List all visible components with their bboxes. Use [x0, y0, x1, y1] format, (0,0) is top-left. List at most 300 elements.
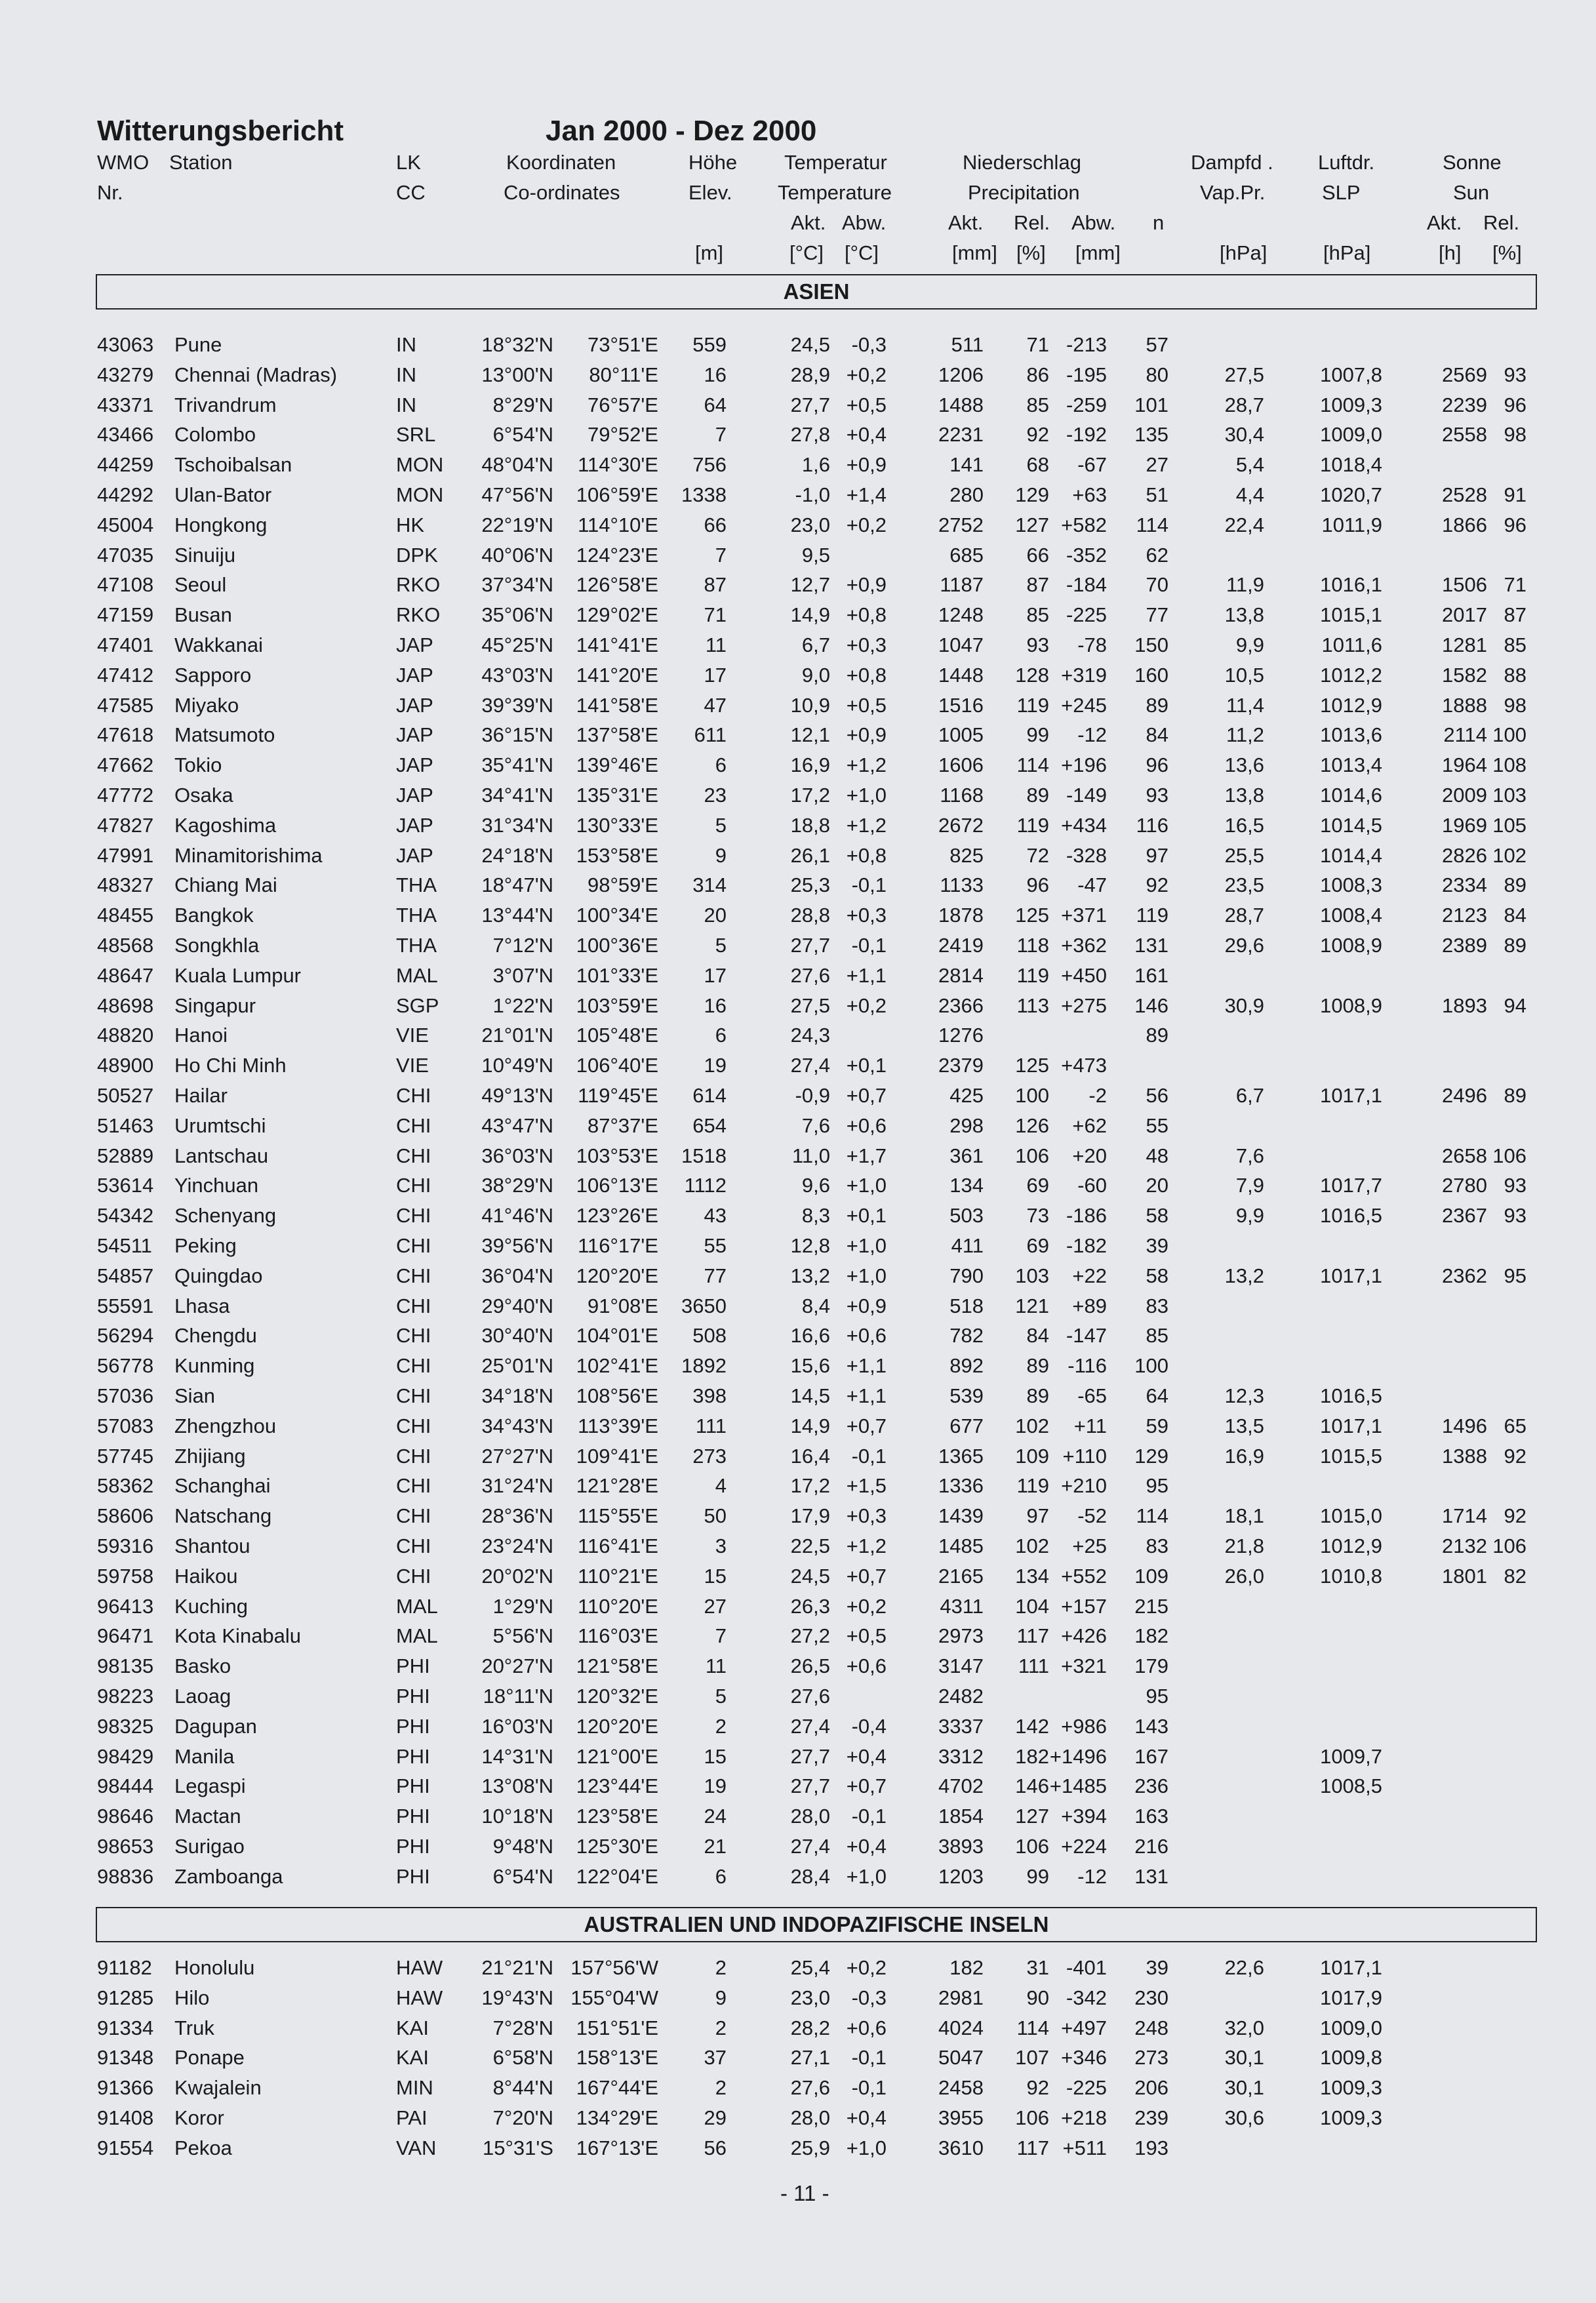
vapour-pressure: 28,7	[1224, 393, 1264, 416]
temp-actual: 28,4	[790, 1864, 830, 1888]
wmo-nr: 98429	[97, 1744, 154, 1768]
temp-deviation: +0,9	[846, 573, 887, 597]
vapour-pressure: 11,2	[1226, 723, 1264, 747]
precip-days: 131	[1134, 934, 1168, 957]
header-niederschlag: Niederschlag	[963, 151, 1081, 174]
wmo-nr: 48327	[97, 873, 154, 897]
wmo-nr: 51463	[97, 1113, 154, 1137]
precip-relative: 182	[1015, 1744, 1049, 1768]
country-code: THA	[396, 873, 437, 897]
header-prec-n: n	[1153, 211, 1165, 234]
precip-relative: 69	[1026, 1174, 1049, 1197]
latitude: 39°39'N	[481, 693, 553, 717]
country-code: RKO	[396, 573, 441, 597]
temp-deviation: +0,4	[846, 2106, 887, 2129]
sea-level-pressure: 1009,0	[1320, 423, 1382, 447]
elevation: 27	[704, 1594, 727, 1618]
temp-actual: 9,6	[801, 1174, 830, 1197]
precip-relative: 71	[1026, 333, 1049, 356]
elevation: 55	[704, 1234, 727, 1257]
precip-deviation: -328	[1066, 843, 1107, 867]
temp-actual: 23,0	[790, 1986, 830, 2009]
precip-days: 193	[1134, 2136, 1168, 2159]
vapour-pressure: 30,1	[1224, 2046, 1264, 2070]
vapour-pressure: 30,4	[1224, 423, 1264, 447]
sunshine-relative: 71	[1504, 573, 1526, 597]
table-row	[0, 1741, 1596, 1770]
sunshine-hours: 2017	[1442, 603, 1487, 627]
station-name: Schanghai	[174, 1474, 271, 1498]
vapour-pressure: 25,5	[1224, 843, 1264, 867]
temp-actual: 11,0	[791, 1144, 830, 1167]
station-name: Yinchuan	[174, 1174, 259, 1197]
table-row	[0, 1982, 1596, 2011]
precip-days: 84	[1146, 723, 1168, 747]
temp-deviation: +0,2	[846, 993, 887, 1017]
country-code: JAP	[396, 843, 433, 867]
longitude: 123°26'E	[576, 1204, 658, 1228]
precip-relative: 89	[1026, 1384, 1049, 1407]
elevation: 24	[704, 1805, 727, 1828]
precip-days: 146	[1134, 993, 1168, 1017]
longitude: 116°03'E	[578, 1624, 658, 1648]
precip-actual: 1488	[938, 393, 984, 416]
temp-deviation: +1,7	[846, 1144, 887, 1167]
sea-level-pressure: 1011,9	[1321, 513, 1382, 536]
elevation: 20	[704, 904, 727, 927]
country-code: MAL	[396, 963, 438, 987]
country-code: IN	[396, 393, 416, 416]
sea-level-pressure: 1017,9	[1320, 1986, 1382, 2009]
precip-actual: 3610	[938, 2136, 984, 2159]
latitude: 22°19'N	[481, 513, 553, 536]
latitude: 37°34'N	[481, 573, 553, 597]
table-row	[0, 719, 1596, 748]
temp-deviation: +1,2	[846, 1534, 887, 1557]
station-name: Busan	[174, 603, 232, 627]
longitude: 109°41'E	[576, 1444, 658, 1468]
temp-deviation: +0,8	[846, 663, 887, 687]
precip-actual: 141	[949, 453, 984, 477]
country-code: HAW	[396, 1986, 443, 2009]
country-code: VIE	[396, 1024, 429, 1047]
precip-deviation: +473	[1061, 1054, 1107, 1077]
temp-actual: 26,5	[790, 1654, 830, 1678]
elevation: 611	[694, 723, 727, 747]
sunshine-hours: 2826	[1442, 843, 1487, 867]
wmo-nr: 57083	[97, 1414, 154, 1437]
precip-actual: 2981	[938, 1986, 984, 2009]
station-name: Hilo	[174, 1986, 210, 2009]
temp-deviation: +0,4	[846, 423, 887, 447]
temp-actual: 15,6	[790, 1354, 830, 1378]
wmo-nr: 47585	[97, 693, 154, 717]
longitude: 125°30'E	[576, 1835, 658, 1858]
country-code: CHI	[396, 1444, 431, 1468]
wmo-nr: 98325	[97, 1714, 154, 1738]
latitude: 49°13'N	[481, 1084, 553, 1107]
elevation: 9	[715, 843, 727, 867]
wmo-nr: 96413	[97, 1594, 154, 1618]
sunshine-relative: 82	[1504, 1564, 1526, 1588]
longitude: 106°13'E	[576, 1174, 658, 1197]
latitude: 30°40'N	[481, 1324, 553, 1348]
sunshine-relative: 93	[1504, 363, 1526, 386]
precip-relative: 142	[1015, 1714, 1049, 1738]
precip-days: 57	[1146, 333, 1168, 356]
country-code: MON	[396, 483, 444, 506]
temp-deviation: +0,8	[846, 603, 887, 627]
temp-deviation: +0,3	[846, 1504, 887, 1528]
precip-deviation: -259	[1066, 393, 1107, 416]
temp-actual: 7,6	[801, 1113, 830, 1137]
precip-relative: 127	[1015, 513, 1049, 536]
temp-deviation: +1,0	[846, 2136, 887, 2159]
precip-relative: 99	[1026, 723, 1049, 747]
precip-days: 39	[1146, 1956, 1168, 1979]
precip-relative: 125	[1015, 904, 1049, 927]
header-temp-akt: Akt.	[791, 211, 826, 234]
precip-actual: 2752	[938, 513, 984, 536]
country-code: IN	[396, 333, 416, 356]
longitude: 105°48'E	[576, 1024, 658, 1047]
wmo-nr: 48647	[97, 963, 154, 987]
precip-days: 89	[1146, 1024, 1168, 1047]
wmo-nr: 91366	[97, 2076, 154, 2100]
table-row	[0, 1110, 1596, 1139]
precip-relative: 89	[1026, 1354, 1049, 1378]
temp-deviation: +0,6	[846, 2016, 887, 2039]
elevation: 23	[704, 784, 727, 807]
latitude: 39°56'N	[481, 1234, 553, 1257]
precip-relative: 106	[1015, 1144, 1049, 1167]
precip-deviation: -60	[1077, 1174, 1107, 1197]
temp-actual: 27,4	[790, 1714, 830, 1738]
elevation: 11	[705, 1654, 727, 1678]
header-slp-unit: [hPa]	[1323, 241, 1371, 264]
precip-relative: 72	[1026, 843, 1049, 867]
table-row	[0, 2042, 1596, 2071]
elevation: 7	[715, 543, 727, 567]
latitude: 28°36'N	[481, 1504, 553, 1528]
vapour-pressure: 7,6	[1235, 1144, 1264, 1167]
sunshine-hours: 2367	[1442, 1204, 1487, 1228]
temp-actual: 17,2	[790, 784, 830, 807]
precip-days: 230	[1134, 1986, 1168, 2009]
vapour-pressure: 9,9	[1235, 633, 1264, 656]
temp-actual: 14,9	[790, 603, 830, 627]
vapour-pressure: 6,7	[1235, 1084, 1264, 1107]
vapour-pressure: 22,4	[1224, 513, 1264, 536]
latitude: 21°01'N	[481, 1024, 553, 1047]
precip-deviation: +319	[1061, 663, 1107, 687]
precip-actual: 3893	[938, 1835, 984, 1858]
precip-relative: 117	[1016, 1624, 1049, 1648]
country-code: PAI	[396, 2106, 428, 2129]
table-row	[0, 960, 1596, 989]
sunshine-relative: 108	[1492, 753, 1526, 777]
latitude: 16°03'N	[481, 1714, 553, 1738]
precip-deviation: +63	[1072, 483, 1107, 506]
temp-actual: 9,5	[801, 543, 830, 567]
wmo-nr: 48820	[97, 1024, 154, 1047]
temp-actual: 27,6	[790, 2076, 830, 2100]
header-prec-abw: Abw.	[1071, 211, 1116, 234]
longitude: 141°58'E	[576, 693, 658, 717]
elevation: 1892	[681, 1354, 727, 1378]
precip-actual: 298	[949, 1113, 984, 1137]
country-code: CHI	[396, 1174, 431, 1197]
country-code: CHI	[396, 1144, 431, 1167]
precip-deviation: +511	[1062, 2136, 1107, 2159]
elevation: 19	[704, 1054, 727, 1077]
wmo-nr: 91408	[97, 2106, 154, 2129]
precip-days: 58	[1146, 1264, 1168, 1287]
section-title-asien: ASIEN	[96, 274, 1537, 310]
wmo-nr: 47662	[97, 753, 154, 777]
vapour-pressure: 9,9	[1235, 1204, 1264, 1228]
precip-deviation: -2	[1088, 1084, 1107, 1107]
temp-deviation: -0,1	[851, 2046, 887, 2070]
longitude: 123°44'E	[576, 1774, 658, 1798]
temp-deviation: +0,2	[846, 1594, 887, 1618]
temp-actual: 17,9	[790, 1504, 830, 1528]
precip-days: 119	[1136, 904, 1168, 927]
sea-level-pressure: 1015,5	[1320, 1444, 1382, 1468]
country-code: CHI	[396, 1113, 431, 1137]
wmo-nr: 43466	[97, 423, 154, 447]
precip-relative: 90	[1026, 1986, 1049, 2009]
temp-actual: 8,4	[801, 1294, 830, 1317]
sea-level-pressure: 1009,7	[1320, 1744, 1382, 1768]
elevation: 15	[704, 1744, 727, 1768]
precip-actual: 280	[949, 483, 984, 506]
latitude: 43°47'N	[481, 1113, 553, 1137]
precip-days: 129	[1134, 1444, 1168, 1468]
precip-relative: 96	[1026, 873, 1049, 897]
temp-deviation: +0,5	[846, 393, 887, 416]
longitude: 80°11'E	[589, 363, 658, 386]
elevation: 3	[715, 1534, 727, 1557]
precip-relative: 31	[1026, 1956, 1049, 1979]
wmo-nr: 98223	[97, 1685, 154, 1708]
vapour-pressure: 30,1	[1224, 2076, 1264, 2100]
wmo-nr: 48568	[97, 934, 154, 957]
table-row	[0, 2072, 1596, 2101]
temp-actual: 26,3	[790, 1594, 830, 1618]
precip-days: 77	[1146, 603, 1168, 627]
precip-deviation: +275	[1061, 993, 1107, 1017]
latitude: 45°25'N	[481, 633, 553, 656]
country-code: CHI	[396, 1384, 431, 1407]
wmo-nr: 45004	[97, 513, 154, 536]
latitude: 18°47'N	[481, 873, 553, 897]
longitude: 104°01'E	[576, 1324, 658, 1348]
precip-days: 101	[1134, 393, 1168, 416]
precip-relative: 97	[1026, 1504, 1049, 1528]
precip-deviation: +321	[1061, 1654, 1107, 1678]
longitude: 151°51'E	[576, 2016, 658, 2039]
latitude: 15°31'S	[483, 2136, 553, 2159]
precip-days: 114	[1136, 513, 1168, 536]
longitude: 121°28'E	[576, 1474, 658, 1498]
temp-deviation: +0,2	[846, 1956, 887, 1979]
elevation: 2	[715, 1714, 727, 1738]
wmo-nr: 44259	[97, 453, 154, 477]
precip-deviation: -12	[1077, 723, 1107, 747]
precip-days: 182	[1134, 1624, 1168, 1648]
country-code: PHI	[396, 1864, 430, 1888]
table-row	[0, 810, 1596, 839]
sunshine-hours: 2362	[1442, 1264, 1487, 1287]
elevation: 654	[692, 1113, 727, 1137]
precip-actual: 782	[949, 1324, 984, 1348]
temp-deviation: +1,0	[846, 1234, 887, 1257]
country-code: CHI	[396, 1354, 431, 1378]
country-code: CHI	[396, 1414, 431, 1437]
elevation: 37	[704, 2046, 727, 2070]
precip-deviation: -401	[1066, 1956, 1107, 1979]
country-code: MIN	[396, 2076, 433, 2100]
latitude: 13°44'N	[481, 904, 553, 927]
table-row	[0, 1500, 1596, 1529]
latitude: 18°32'N	[481, 333, 553, 356]
temp-deviation: +1,0	[846, 1864, 887, 1888]
sea-level-pressure: 1016,5	[1320, 1204, 1382, 1228]
precip-actual: 1047	[938, 633, 984, 656]
sunshine-hours: 2239	[1442, 393, 1487, 416]
table-row	[0, 1591, 1596, 1620]
wmo-nr: 98836	[97, 1864, 154, 1888]
sunshine-relative: 89	[1504, 934, 1526, 957]
wmo-nr: 43371	[97, 393, 154, 416]
wmo-nr: 98653	[97, 1835, 154, 1858]
country-code: CHI	[396, 1084, 431, 1107]
vapour-pressure: 10,5	[1224, 663, 1264, 687]
station-name: Kwajalein	[174, 2076, 262, 2100]
precip-days: 100	[1134, 1354, 1168, 1378]
precip-actual: 1336	[938, 1474, 984, 1498]
sunshine-relative: 93	[1504, 1204, 1526, 1228]
sunshine-hours: 2389	[1442, 934, 1487, 957]
wmo-nr: 47772	[97, 784, 154, 807]
temp-deviation: +0,6	[846, 1113, 887, 1137]
precip-days: 51	[1146, 483, 1168, 506]
longitude: 167°13'E	[576, 2136, 658, 2159]
longitude: 137°58'E	[576, 723, 658, 747]
precip-days: 131	[1134, 1864, 1168, 1888]
precip-actual: 790	[949, 1264, 984, 1287]
sunshine-relative: 88	[1504, 663, 1526, 687]
country-code: PHI	[396, 1685, 430, 1708]
temp-deviation: +1,0	[846, 1264, 887, 1287]
temp-deviation: +0,6	[846, 1324, 887, 1348]
station-name: Colombo	[174, 423, 256, 447]
country-code: VIE	[396, 1054, 429, 1077]
header-nr: Nr.	[97, 181, 123, 204]
station-name: Quingdao	[174, 1264, 263, 1287]
station-name: Hongkong	[174, 513, 268, 536]
elevation: 7	[715, 423, 727, 447]
precip-days: 92	[1146, 873, 1168, 897]
longitude: 158°13'E	[576, 2046, 658, 2070]
longitude: 102°41'E	[576, 1354, 658, 1378]
precip-relative: 109	[1015, 1444, 1049, 1468]
vapour-pressure: 16,9	[1224, 1444, 1264, 1468]
precip-actual: 685	[949, 543, 984, 567]
precip-deviation: +218	[1061, 2106, 1107, 2129]
longitude: 113°39'E	[578, 1414, 658, 1437]
table-row	[0, 900, 1596, 929]
table-row	[0, 1291, 1596, 1319]
table-row	[0, 479, 1596, 508]
precip-deviation: +224	[1061, 1835, 1107, 1858]
precip-actual: 3312	[938, 1744, 984, 1768]
sunshine-hours: 2569	[1442, 363, 1487, 386]
sea-level-pressure: 1012,9	[1320, 693, 1382, 717]
sea-level-pressure: 1010,8	[1320, 1564, 1382, 1588]
precip-days: 216	[1134, 1835, 1168, 1858]
precip-days: 20	[1146, 1174, 1168, 1197]
latitude: 31°24'N	[481, 1474, 553, 1498]
temp-actual: 27,7	[790, 393, 830, 416]
sunshine-hours: 2658	[1442, 1144, 1487, 1167]
table-row	[0, 1651, 1596, 1679]
table-row	[0, 2133, 1596, 2161]
precip-actual: 1606	[938, 753, 984, 777]
wmo-nr: 55591	[97, 1294, 154, 1317]
temp-deviation: +0,3	[846, 633, 887, 656]
country-code: HK	[396, 513, 425, 536]
elevation: 273	[692, 1444, 727, 1468]
precip-deviation: +371	[1061, 904, 1107, 927]
precip-relative: 117	[1016, 2136, 1049, 2159]
latitude: 35°06'N	[481, 603, 553, 627]
header-sonne: Sonne	[1443, 151, 1502, 174]
precip-actual: 5047	[938, 2046, 984, 2070]
wmo-nr: 47108	[97, 573, 154, 597]
latitude: 8°29'N	[492, 393, 553, 416]
elevation: 64	[704, 393, 727, 416]
sea-level-pressure: 1012,9	[1320, 1534, 1382, 1557]
station-name: Wakkanai	[174, 633, 263, 656]
wmo-nr: 43279	[97, 363, 154, 386]
precip-relative: 119	[1016, 693, 1049, 717]
vapour-pressure: 32,0	[1224, 2016, 1264, 2039]
precip-deviation: -192	[1066, 423, 1107, 447]
station-name: Haikou	[174, 1564, 238, 1588]
table-row	[0, 1861, 1596, 1890]
elevation: 7	[715, 1624, 727, 1648]
latitude: 34°18'N	[481, 1384, 553, 1407]
station-name: Mactan	[174, 1805, 241, 1828]
precip-actual: 1439	[938, 1504, 984, 1528]
precip-relative: 73	[1026, 1204, 1049, 1228]
table-row	[0, 540, 1596, 569]
precip-relative: 121	[1015, 1294, 1049, 1317]
header-elev-unit: [m]	[695, 241, 724, 264]
elevation: 87	[704, 573, 727, 597]
temp-actual: 16,6	[790, 1324, 830, 1348]
temp-actual: 27,7	[790, 1774, 830, 1798]
header-temp-abw: Abw.	[842, 211, 887, 234]
latitude: 20°27'N	[481, 1654, 553, 1678]
precip-relative: 114	[1016, 2016, 1049, 2039]
precip-actual: 4702	[938, 1774, 984, 1798]
country-code: CHI	[396, 1324, 431, 1348]
latitude: 29°40'N	[481, 1294, 553, 1317]
elevation: 4	[715, 1474, 727, 1498]
